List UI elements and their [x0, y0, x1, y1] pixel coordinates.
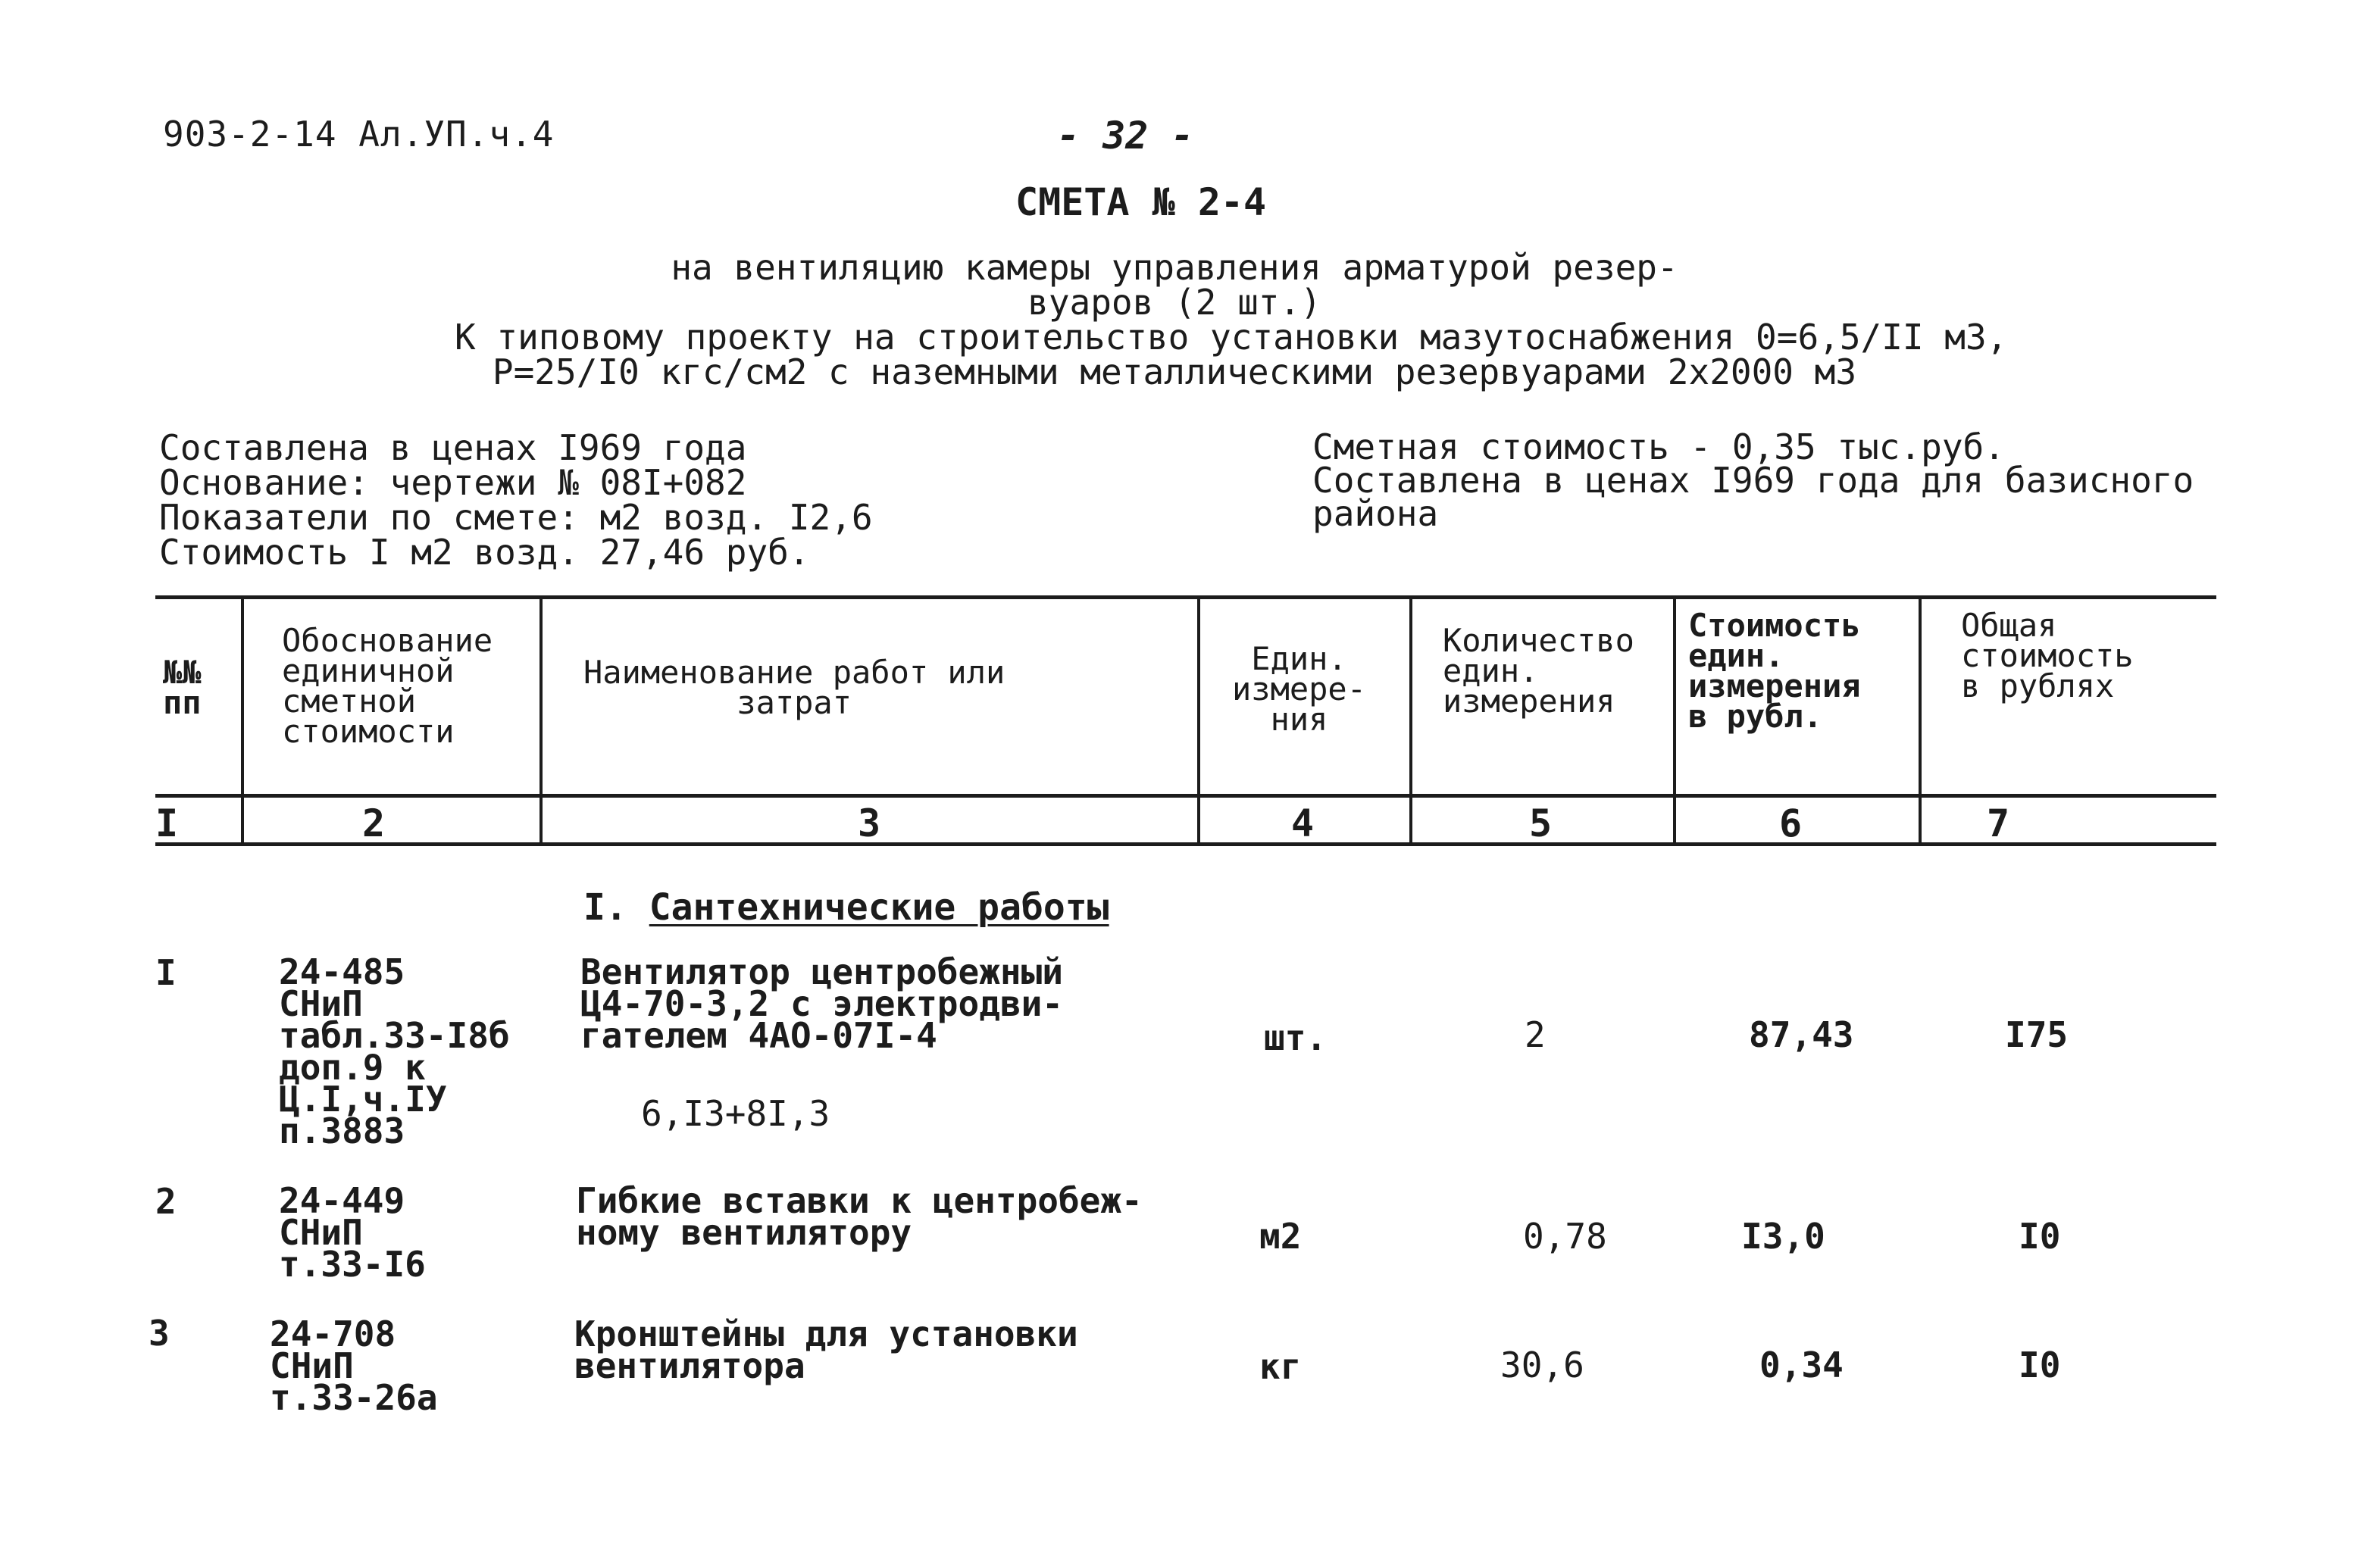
row-unit-price: 0,34: [1759, 1345, 1844, 1385]
subtitle-line: К типовому проекту на строительство установки мазутоснабжения 0=6,5/II м3,: [455, 317, 2008, 358]
column-header-number: №№ пп: [163, 654, 202, 721]
row-unit-price: I3,0: [1741, 1216, 1825, 1257]
info-line: Сметная стоимость - 0,35 тыс.руб.: [1312, 426, 2005, 467]
page-number: - 32 -: [1057, 114, 1194, 158]
row-work-name: Вентилятор центробежный Ц4-70-3,2 с электродви- гателем 4АО-07I-4: [580, 951, 1063, 1056]
column-number: 3: [858, 801, 881, 845]
column-header-total: Общая стоимость в рублях: [1961, 607, 2134, 704]
info-line: Стоимость I м2 возд. 27,46 руб.: [159, 532, 810, 573]
table-header-rule: [155, 794, 2216, 798]
row-quantity: 2: [1525, 1014, 1546, 1055]
row-unit: шт.: [1264, 1017, 1328, 1058]
column-divider: [539, 595, 543, 845]
row-work-name: Кронштейны для установки вентилятора: [574, 1314, 1078, 1386]
info-line: Составлена в ценах I969 года: [159, 427, 747, 468]
section-title: [583, 886, 1109, 929]
table-top-rule: [155, 595, 2216, 599]
column-divider: [1919, 595, 1922, 845]
column-divider: [1197, 595, 1200, 845]
row-work-name: Гибкие вставки к центробеж- ному вентилятору: [576, 1180, 1143, 1253]
row-quantity: 30,6: [1500, 1345, 1584, 1385]
column-header-unit: Един. измере- ния: [1232, 640, 1367, 738]
row-number: 3: [149, 1313, 170, 1354]
estimate-cost-info: [1312, 426, 2194, 534]
estimate-basis-info: [159, 427, 873, 573]
info-line: Составлена в ценах I969 года для базисного: [1312, 460, 2194, 501]
column-number: 7: [1987, 801, 2010, 845]
subtitle-line: вуаров (2 шт.): [1027, 282, 1321, 323]
column-number: 4: [1291, 801, 1315, 845]
section-name: Сантехнические работы: [649, 886, 1109, 929]
column-number: 2: [362, 801, 386, 845]
row-basis: 24-708 СНиП т.33-26а: [270, 1314, 438, 1418]
subtitle-line: на вентиляцию камеры управления арматурой резер-: [671, 247, 1678, 288]
column-number: I: [155, 801, 179, 845]
row-total: I75: [2005, 1014, 2069, 1055]
row-basis: 24-449 СНиП т.33-I6: [279, 1180, 426, 1285]
column-header-unit-price: Стоимость един. измерения в рубл.: [1688, 607, 1861, 735]
column-number: 6: [1779, 801, 1803, 845]
estimate-subtitle: [455, 247, 2008, 392]
row-total: I0: [2019, 1216, 2061, 1257]
row-unit-price: 87,43: [1749, 1014, 1854, 1055]
row-number: 2: [155, 1181, 177, 1222]
table-colnum-rule: [155, 842, 2216, 846]
column-header-basis: Обоснование единичной сметной стоимости: [282, 622, 493, 750]
subtitle-line: Р=25/I0 кгс/см2 с наземными металлическими резервуарами 2х2000 м3: [492, 351, 1857, 392]
row-basis: 24-485 СНиП табл.33-I8б доп.9 к Ц.I,ч.IУ п.3883: [279, 951, 510, 1151]
column-header-quantity: Количество един. измерения: [1443, 622, 1634, 720]
column-divider: [241, 595, 244, 845]
row-total: I0: [2019, 1345, 2061, 1385]
row-unit: м2: [1259, 1216, 1302, 1257]
document-code: 903-2-14 Ал.УП.ч.4: [163, 114, 555, 155]
row-calc-note: 6,I3+8I,3: [641, 1093, 830, 1134]
section-number: I.: [583, 886, 627, 929]
estimate-title: СМЕТА № 2-4: [1015, 180, 1267, 224]
row-number: I: [155, 952, 177, 993]
column-header-name: Наименование работ или затрат: [583, 654, 1005, 721]
column-number: 5: [1529, 801, 1553, 845]
info-line: района: [1312, 493, 1439, 534]
info-line: Показатели по смете: м2 возд. I2,6: [159, 497, 873, 538]
row-quantity: 0,78: [1523, 1216, 1607, 1257]
row-unit: кг: [1259, 1346, 1302, 1387]
info-line: Основание: чертежи № 08I+082: [159, 462, 747, 503]
column-divider: [1673, 595, 1676, 845]
column-divider: [1409, 595, 1412, 845]
